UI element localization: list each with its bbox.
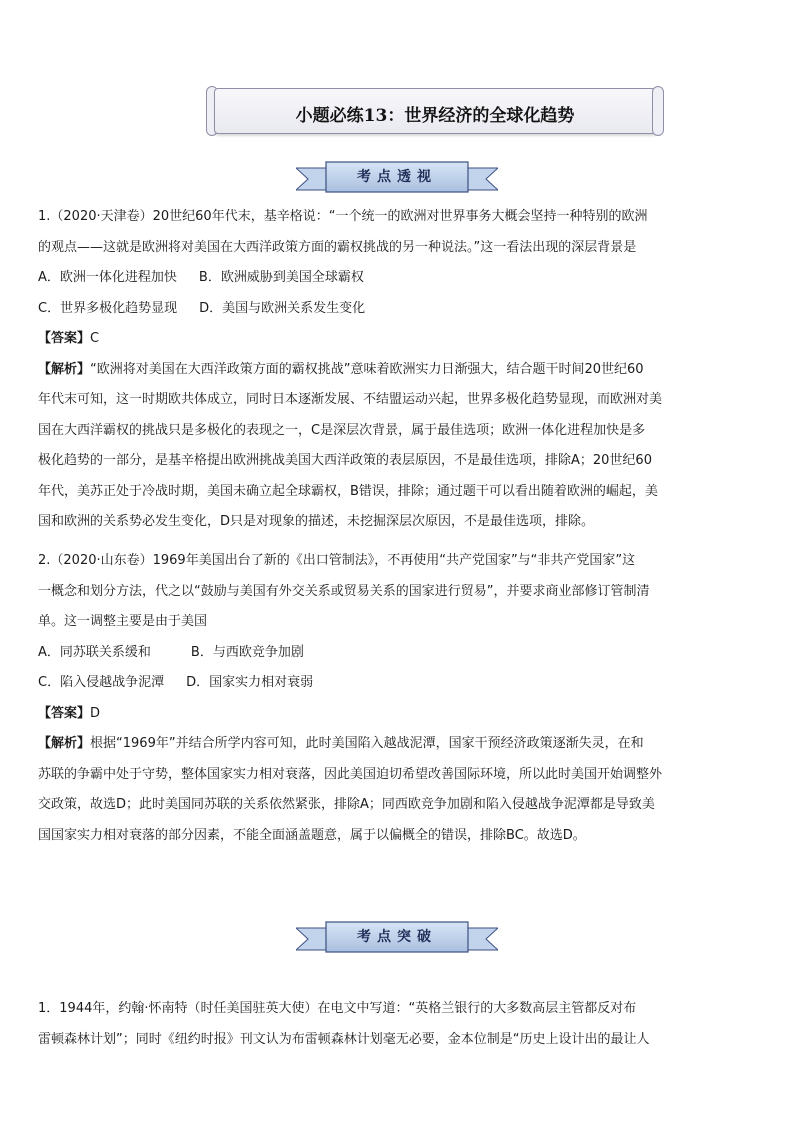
analysis-line: 【解析】根据“1969年”并结合所学内容可知，此时美国陷入越战泥潭，国家干预经济政策逐渐失灵，在和 xyxy=(38,736,644,751)
option-c: C．陷入侵越战争泥潭 xyxy=(38,675,165,690)
answer-line xyxy=(38,324,758,355)
answer-label: 【答案】 xyxy=(38,705,91,721)
question-3 xyxy=(38,994,758,1055)
question-line: 的观点——这就是欧洲将对美国在大西洋政策方面的霸权挑战的另一种说法。”这一看法出现的深层背景是 xyxy=(38,239,637,255)
analysis-line: 苏联的争霸中处于守势，整体国家实力相对衰落，因此美国迫切希望改善国际环境，所以此时美国开始调整外 xyxy=(38,766,663,782)
analysis-line: 年代，美苏正处于冷战时期，美国未确立起全球霸权，B错误，排除；通过题干可以看出随着欧洲的崛起，美 xyxy=(38,483,658,499)
question-line: 单。这一调整主要是由于美国 xyxy=(38,614,208,629)
options-row xyxy=(38,638,758,669)
question-line: 一概念和划分方法，代之以“鼓励与美国有外交关系或贸易关系的国家进行贸易”，并要求商业部修订管制清 xyxy=(38,583,650,599)
title-scroll xyxy=(206,84,664,136)
option-b: B．与西欧竞争加剧 xyxy=(190,644,304,660)
question-line: 1．1944年，约翰·怀南特（时任美国驻英大使）在电文中写道：“英格兰银行的大多数高层主管都反对布 xyxy=(38,1001,637,1016)
page-title: 小题必练13：世界经济的全球化趋势 xyxy=(295,106,575,126)
analysis-line: 年代末可知，这一时期欧共体成立，同时日本逐渐发展、不结盟运动兴起，世界多极化趋势显现，而欧洲对美 xyxy=(38,392,663,407)
options-row xyxy=(38,263,758,294)
option-d: D．国家实力相对衰弱 xyxy=(186,675,314,690)
banner-label: 考点突破 xyxy=(357,929,437,945)
question-line: 1.（2020·天津卷）20世纪60年代末，基辛格说：“一个统一的欧洲对世界事务大概会坚持一种特别的欧洲 xyxy=(38,209,648,224)
analysis-line: 国和欧洲的关系势必发生变化，D只是对现象的描述，未挖掘深层次原因，不是最佳选项，排除。 xyxy=(38,514,595,529)
option-a: A．同苏联关系缓和 xyxy=(38,644,151,660)
answer-value: C xyxy=(90,331,100,346)
question-1 xyxy=(38,202,758,538)
question-line: 雷顿森林计划”；同时《纽约时报》刊文认为布雷顿森林计划毫无必要，金本位制是“历史上设计出的最让人 xyxy=(38,1031,650,1047)
option-b: B．欧洲威胁到美国全球霸权 xyxy=(198,270,364,285)
banner-label: 考点透视 xyxy=(357,169,437,185)
option-d: D．美国与欧洲关系发生变化 xyxy=(199,300,366,316)
analysis-line: 交政策，故选D；此时美国同苏联的关系依然紧张，排除A；同西欧竞争加剧和陷入侵越战争泥潭都是导致美 xyxy=(38,797,655,812)
options-row xyxy=(38,294,758,325)
option-a: A．欧洲一体化进程加快 xyxy=(38,270,177,285)
options-row xyxy=(38,668,758,699)
analysis-line: 国在大西洋霸权的挑战只是多极化的表现之一，C是深层次背景，属于最佳选项；欧洲一体化进程加快是多 xyxy=(38,422,646,438)
option-c: C．世界多极化趋势显现 xyxy=(38,300,178,316)
question-2 xyxy=(38,546,758,851)
answer-value: D xyxy=(90,705,101,721)
section-banner-insight xyxy=(296,160,498,196)
analysis-line: 极化趋势的一部分，是基辛格提出欧洲挑战美国大西洋政策的表层原因，不是最佳选项，排除A；20世纪60 xyxy=(38,453,652,468)
analysis-line: 国国家实力相对衰落的部分因素，不能全面涵盖题意，属于以偏概全的错误，排除BC。故选D。 xyxy=(38,827,586,843)
analysis-label: 【解析】 xyxy=(38,361,91,377)
answer-label: 【答案】 xyxy=(38,331,91,346)
analysis-line: 【解析】“欧洲将对美国在大西洋政策方面的霸权挑战”意味着欧洲实力日渐强大，结合题干时间20世纪60 xyxy=(38,361,644,377)
answer-line xyxy=(38,699,758,730)
analysis-label: 【解析】 xyxy=(38,736,91,751)
question-line: 2.（2020·山东卷）1969年美国出台了新的《出口管制法》，不再使用“共产党国家”与“非共产党国家”这 xyxy=(38,553,636,568)
section-banner-breakthrough xyxy=(296,920,498,956)
